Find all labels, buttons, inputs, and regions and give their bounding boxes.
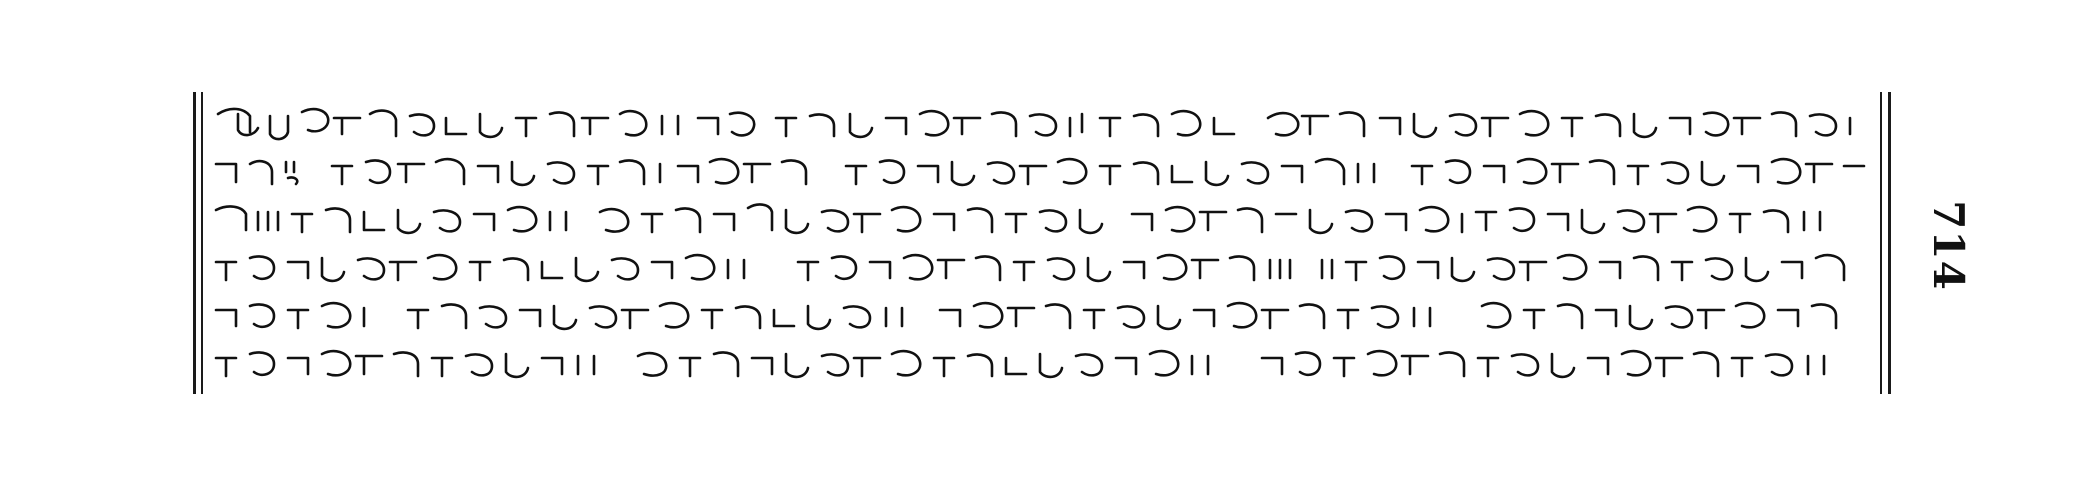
- text-line-2: [210, 150, 1875, 196]
- right-frame-inner-rule: [1880, 92, 1882, 394]
- left-frame-inner-rule: [201, 92, 203, 394]
- cursive-script-line-1: [210, 102, 1875, 148]
- text-line-5: [210, 294, 1875, 340]
- left-frame-outer-rule: [193, 92, 196, 394]
- cursive-script-line-5: [210, 294, 1875, 340]
- text-block: [210, 98, 1875, 388]
- cursive-script-line-2: [210, 150, 1875, 196]
- text-line-4: [210, 246, 1875, 292]
- cursive-script-line-4: [210, 246, 1875, 292]
- text-line-6: [210, 342, 1875, 388]
- text-line-1: [210, 102, 1875, 148]
- cursive-script-line-3: [210, 198, 1875, 244]
- text-line-3: [210, 198, 1875, 244]
- folio-number-text: 714: [1923, 199, 1973, 291]
- folio-number: [1918, 200, 1978, 290]
- right-frame-outer-rule: [1888, 92, 1891, 394]
- cursive-script-line-6: [210, 342, 1875, 388]
